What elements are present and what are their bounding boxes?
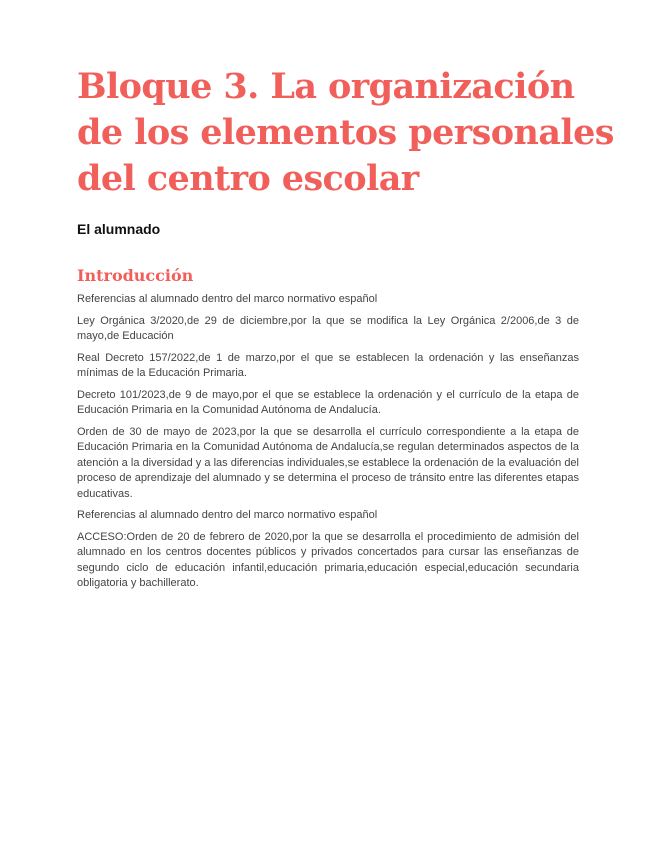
document-page <box>77 64 614 592</box>
page-title-line: del centro escolar <box>77 158 419 199</box>
paragraph: ACCESO:Orden de 20 de febrero de 2020,por la que se desarrolla el procedimiento de admisión del alumnado en los centros docentes públicos y privados concertados para cursar las enseñanzas de segundo ciclo de educación infantil,educación primaria,educación especial,educación secundaria obligatoria y bachillerato. <box>77 530 579 589</box>
page-title-line: de los elementos personales <box>77 112 614 153</box>
page-title <box>77 64 614 202</box>
paragraph: Ley Orgánica 3/2020,de 29 de diciembre,por la que se modifica la Ley Orgánica 2/2006,de 3 de mayo,de Educación <box>77 314 579 342</box>
paragraph: Real Decreto 157/2022,de 1 de marzo,por el que se establecen la ordenación y las enseñanzas mínimas de la Educación Primaria. <box>77 351 579 379</box>
paragraph: Decreto 101/2023,de 9 de mayo,por el que se establece la ordenación y el currículo de la etapa de Educación Primaria en la Comunidad Autónoma de Andalucía. <box>77 388 579 416</box>
section-heading: Introducción <box>77 266 194 285</box>
paragraph: Orden de 30 de mayo de 2023,por la que se desarrolla el currículo correspondiente a la etapa de Educación Primaria en la Comunidad Autónoma de Andalucía,se regulan determinados aspectos de la atención a la diversidad y a las diferencias individuales,se establece la ordenación de la evaluación del proceso de aprendizaje del alumnado y se determina el proceso de tránsito entre las diferentes etapas educativas. <box>77 425 579 500</box>
page-title-line: Bloque 3. La organización <box>77 66 575 107</box>
paragraph: Referencias al alumnado dentro del marco normativo español <box>77 509 378 521</box>
paragraph: Referencias al alumnado dentro del marco normativo español <box>77 293 378 305</box>
subtitle: El alumnado <box>77 221 161 237</box>
